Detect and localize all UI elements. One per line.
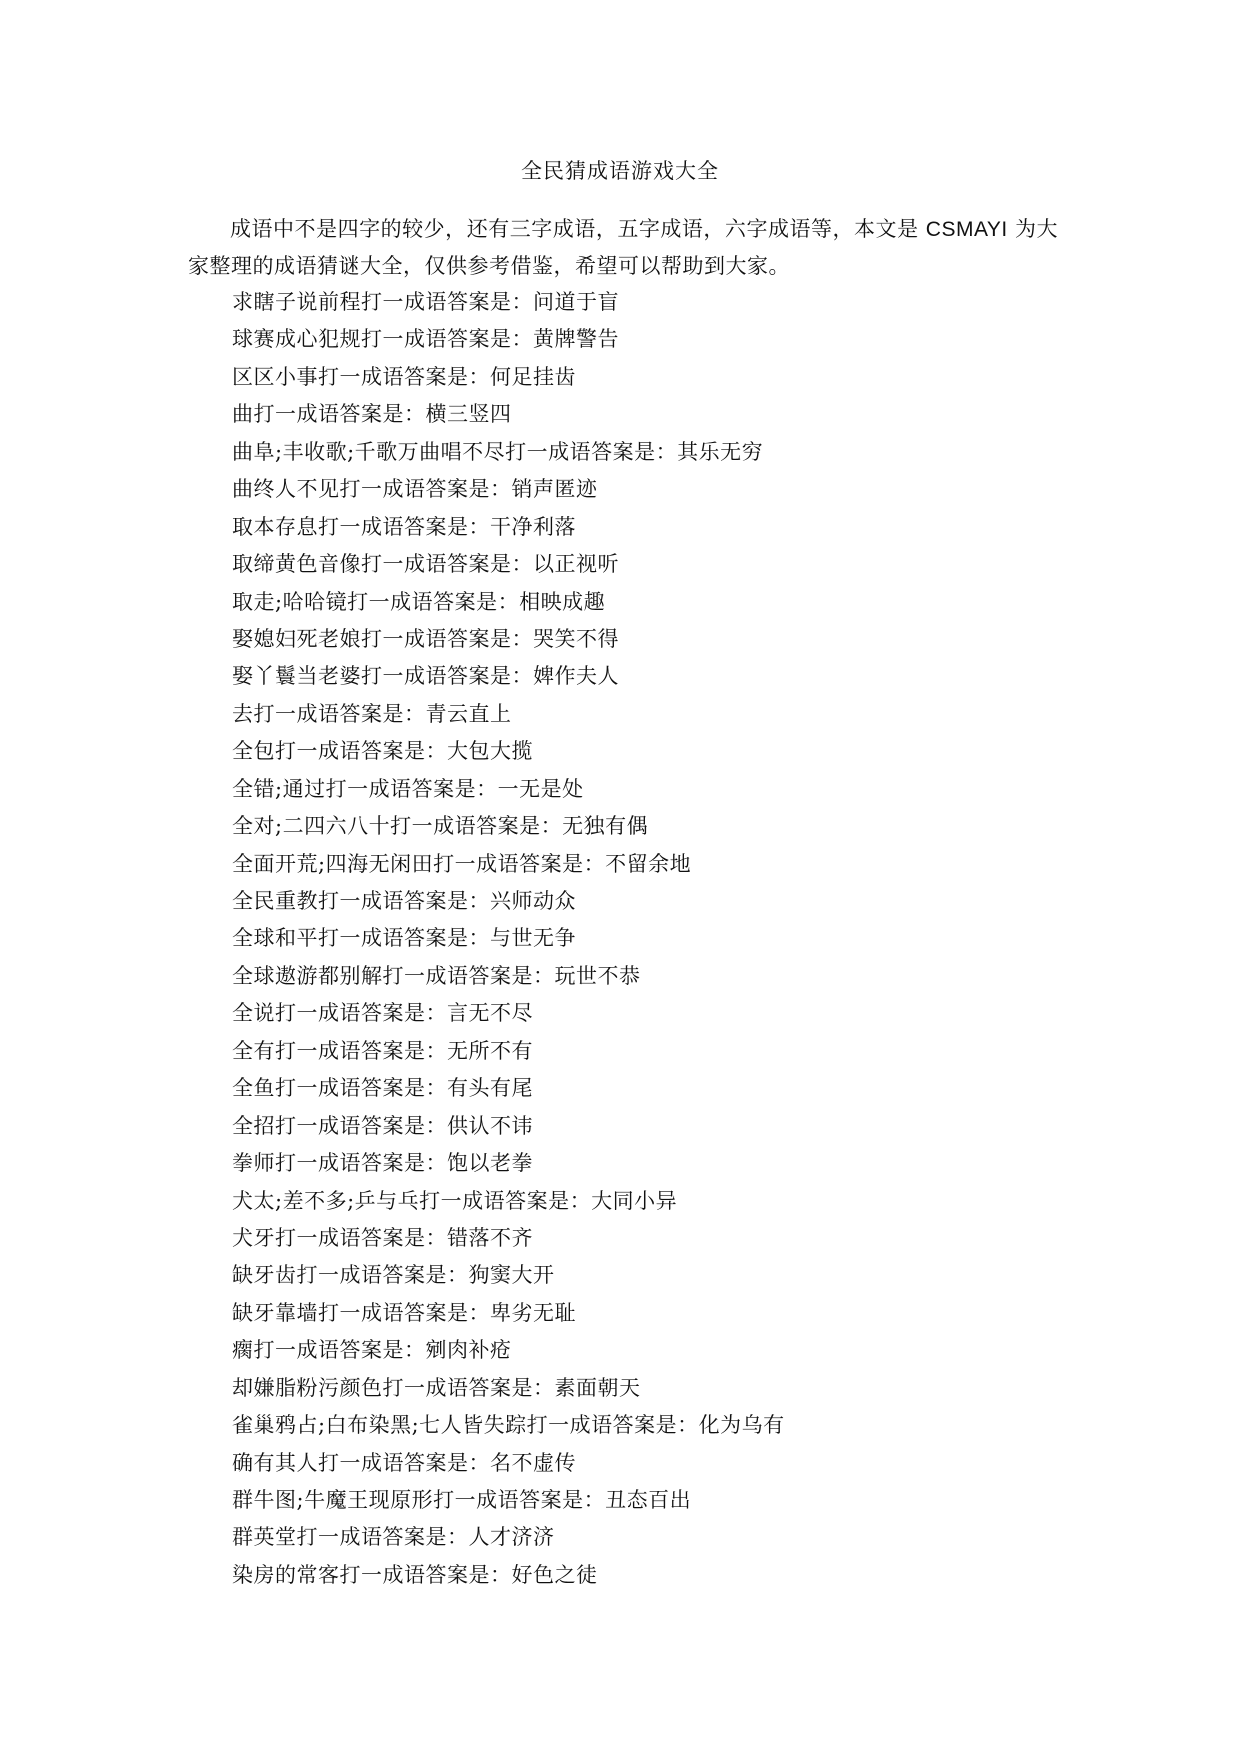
riddle-item: 全包打一成语答案是：大包大揽 <box>232 739 533 764</box>
riddle-item: 群牛图;牛魔王现原形打一成语答案是：丑态百出 <box>232 1488 692 1512</box>
riddle-item: 瘸打一成语答案是：剜肉补疮 <box>232 1338 512 1363</box>
riddle-item: 缺牙齿打一成语答案是：狗窦大开 <box>232 1263 555 1288</box>
intro-brand: CSMAYI <box>925 218 1008 241</box>
riddle-item: 全招打一成语答案是：供认不讳 <box>232 1113 533 1138</box>
riddle-item: 区区小事打一成语答案是：何足挂齿 <box>232 364 576 389</box>
riddle-item: 全球和平打一成语答案是：与世无争 <box>232 926 576 951</box>
riddle-item: 全面开荒;四海无闲田打一成语答案是：不留余地 <box>232 851 692 876</box>
riddle-item: 娶媳妇死老娘打一成语答案是：哭笑不得 <box>232 626 619 651</box>
riddle-item: 去打一成语答案是：青云直上 <box>232 701 512 726</box>
riddle-item: 取走;哈哈镜打一成语答案是：相映成趣 <box>232 589 606 614</box>
riddle-item: 曲阜;丰收歌;千歌万曲唱不尽打一成语答案是：其乐无穷 <box>232 439 764 464</box>
riddle-item: 全错;通过打一成语答案是：一无是处 <box>232 776 584 801</box>
riddle-item: 全球遨游都别解打一成语答案是：玩世不恭 <box>232 963 641 988</box>
riddle-item: 求瞎子说前程打一成语答案是：问道于盲 <box>232 290 619 314</box>
riddle-item: 取缔黄色音像打一成语答案是：以正视听 <box>232 552 619 577</box>
riddle-item: 曲打一成语答案是：横三竖四 <box>232 402 512 427</box>
riddle-list <box>232 284 1062 1594</box>
riddle-item: 娶丫鬟当老婆打一成语答案是：婢作夫人 <box>232 664 619 689</box>
intro-text-before: 成语中不是四字的较少，还有三字成语，五字成语，六字成语等，本文是 <box>230 217 926 241</box>
riddle-item: 曲终人不见打一成语答案是：销声匿迹 <box>232 477 598 502</box>
intro-paragraph <box>188 211 1058 285</box>
riddle-item: 群英堂打一成语答案是：人才济济 <box>232 1525 555 1550</box>
riddle-item: 确有其人打一成语答案是：名不虚传 <box>232 1450 576 1475</box>
riddle-item: 却嫌脂粉污颜色打一成语答案是：素面朝天 <box>232 1375 641 1400</box>
riddle-item: 染房的常客打一成语答案是：好色之徒 <box>232 1562 598 1587</box>
riddle-item: 全对;二四六八十打一成语答案是：无独有偶 <box>232 814 649 839</box>
riddle-item: 缺牙靠墙打一成语答案是：卑劣无耻 <box>232 1300 576 1325</box>
document-title: 全民猜成语游戏大全 <box>521 159 719 183</box>
riddle-item: 雀巢鸦占;白布染黑;七人皆失踪打一成语答案是：化为乌有 <box>232 1413 785 1438</box>
riddle-item: 犬太;差不多;乒与乓打一成语答案是：大同小异 <box>232 1188 678 1213</box>
riddle-item: 拳师打一成语答案是：饱以老拳 <box>232 1151 533 1176</box>
riddle-item: 全有打一成语答案是：无所不有 <box>232 1038 533 1063</box>
riddle-item: 全说打一成语答案是：言无不尽 <box>232 1001 533 1026</box>
riddle-item: 球赛成心犯规打一成语答案是：黄牌警告 <box>232 327 619 352</box>
intro-text-after: 为大家整理的成语猜谜大全，仅供参考借鉴，希望可以帮助到大家。 <box>188 217 1058 278</box>
riddle-item: 全鱼打一成语答案是：有头有尾 <box>232 1076 533 1101</box>
riddle-item: 犬牙打一成语答案是：错落不齐 <box>232 1225 533 1250</box>
riddle-item: 取本存息打一成语答案是：干净利落 <box>232 514 576 539</box>
riddle-item: 全民重教打一成语答案是：兴师动众 <box>232 889 576 913</box>
